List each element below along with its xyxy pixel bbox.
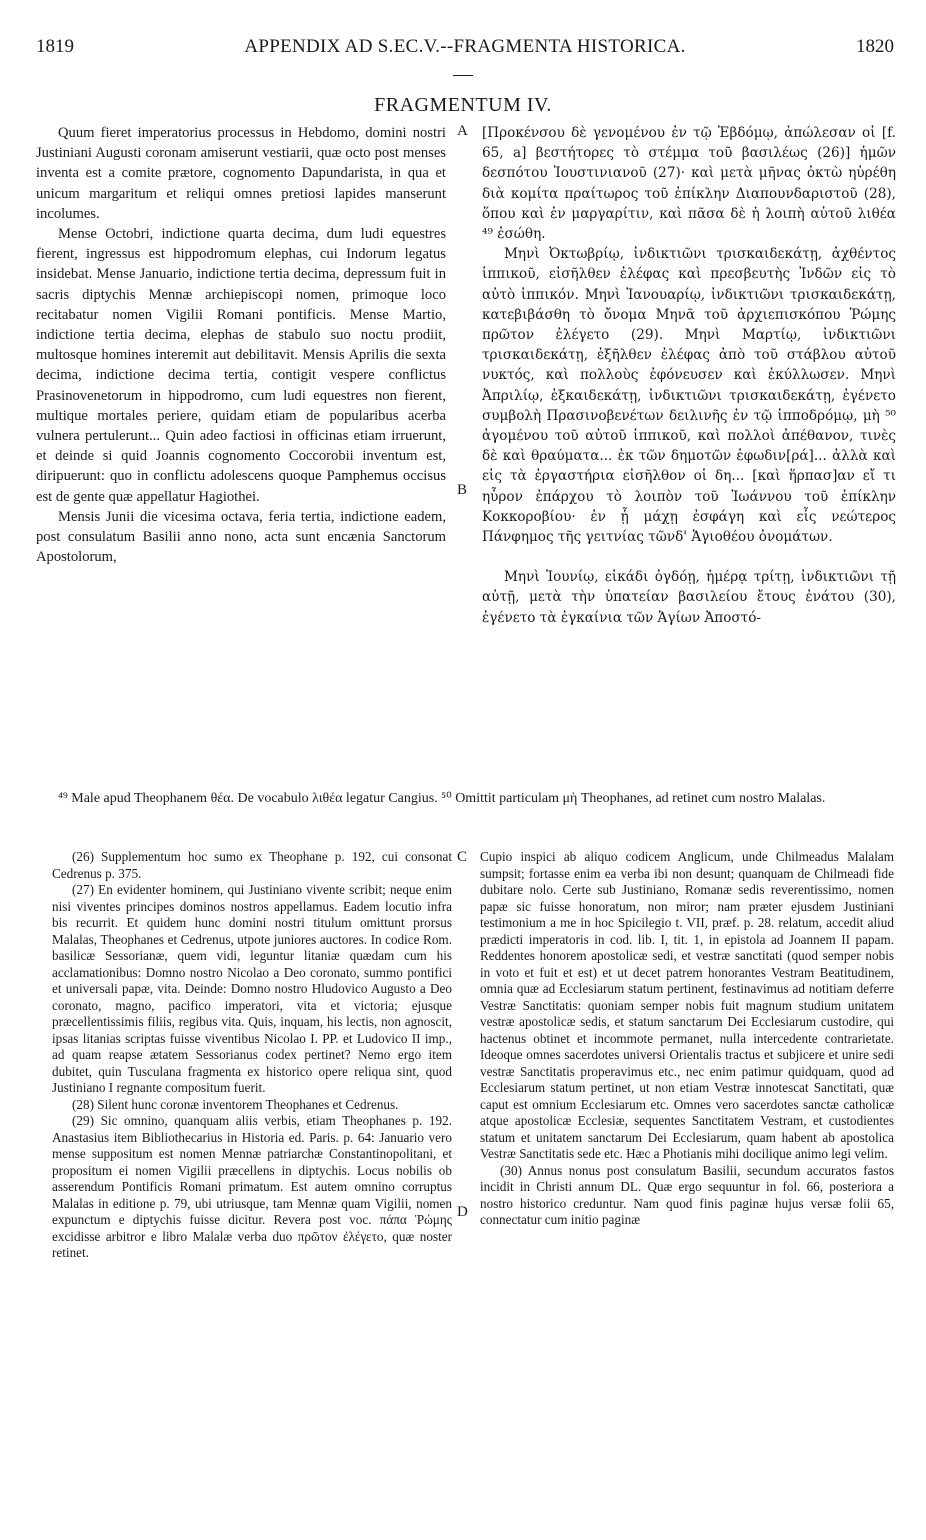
footnote: (27) En evidenter hominem, qui Justiniano vivente scribit; neque enim nisi viventes principes dominos nostros appellamus. Eadem locutio infra bis recurrit. Et quidem hunc domini nostri titulum omittunt prorsus Malalas, Theophanes et Cedrenus, utpote juniores auctores. In codice Rom. basilicæ Sessorianæ, quem vidi, leguntur litaniæ quædam cum his acclamationibus: Domno nostro Nicolao a Deo coronato, summo pontifici et universali papæ, vita. Deinde: Domno nostro Hludovico Augusto a Deo coronato, magno, pacifico imperatori, vita et victoria; ejusque præcellentissimis filiis, regibus vita. Quis, inquam, his lectis, non agnoscit, ipsas litanias scriptas fuisse viventibus Nicolao I. PP. et Ludovico II imp., ad quam reapse ætatem Sessorianus codex pertinet? Nemo ergo item dubitet, quin Tusculana fragmenta ex historico opere reliqua sint, quod Justiniano I regnante compositum fuerit.: [52, 882, 452, 1095]
latin-column: [36, 123, 446, 567]
footnotes-left: [52, 849, 452, 1262]
footnote: (29) Sic omnino, quanquam aliis verbis, etiam Theophanes p. 192. Anastasius item Bibliothecarius in Historia ed. Paris. p. 64: Januario vero mense suppositum est nomen Mennæ patriarchæ Constantinopolitani, et propositum ei nomen Vigilii præcellens in diptychis. Locus nobilis ob asserendum Pontificis Romani primatum. Est autem omnino corruptus Malalas in editione p. 79, ubi utriusque, tam Mennæ quam Vigilii, nomen expunctum e diptychis fuisse dicitur. Revera post voc. πάπα Ῥώμης excidisse arbitror e libro Malalæ verba duo πρῶτον ἐλέγετο, quæ noster retinet.: [52, 1113, 452, 1260]
latin-paragraph: Quum fieret imperatorius processus in Hebdomo, domini nostri Justiniani Augusti coronam amiserunt vestiarii, quæ octo post menses inventa est a comite prætore, cognomento Dapundarista, in qua et unicum margaritum et reliqui omnes pretiosi lapides manserunt incolumes.: [36, 125, 446, 222]
footnote: (28) Silent hunc coronæ inventorem Theophanes et Cedrenus.: [72, 1096, 399, 1112]
margin-marker-c: C: [457, 849, 468, 865]
greek-paragraph: [Προκένσου δὲ γενομένου ἐν τῷ Ἑβδόμῳ, ἀπώλεσαν οἱ [f. 65, a] βεστήτορες τὸ στέμμα τοῦ βασιλέως (26)] ἡμῶν δεσπότου Ἰουστινιανοῦ (27)· καὶ μετὰ μῆνας ὀκτὼ ηὑρέθη διὰ κομίτα πραίτωρος τοῦ ἐπίκλην Διαπουνδαριστοῦ (28), ὅπου καὶ ἐν μαργαρίτιν, καὶ πᾶσα δὲ ἡ λοιπὴ αὐτοῦ λιθέα ⁴⁹ ἐσώθη.: [482, 125, 896, 243]
apparatus-note: ⁴⁹ Male apud Theophanem θέα. De vocabulo λιθέα legatur Cangius. ⁵⁰ Omittit particulam μὴ Theophanes, ad retinet cum nostro Malalas.: [58, 791, 826, 806]
greek-paragraph: Μηνὶ Ἰουνίῳ, εἰκάδι ὀγδόῃ, ἡμέρᾳ τρίτῃ, ἰνδικτιῶνι τῇ αὐτῇ, μετὰ τὴν ὑπατείαν βασιλείου ἔτους ἐνάτου (30), ἐγένετο τὰ ἐγκαίνια τῶν Ἁγίων Ἀποστό-: [482, 569, 896, 626]
footnote: (26) Supplementum hoc sumo ex Theophane p. 192, cui consonat Cedrenus p. 375.: [52, 849, 452, 881]
footnote: Cupio inspici ab aliquo codicem Anglicum, unde Chilmeadus Malalam sumpsit; fortasse enim ea verba ibi non desunt; quanquam de Chilmeadi fide dubitare nolo. Certe sub Justiniano, Romanæ sedis reverentissimo, nomen papæ sic fuisse honoratum, non miror; nam præter ejusdem Justiniani testimonium a me in hoc Spicilegio t. VII, præf. p. 28. relatum, accedit aliud prædicti imperatoris in cod. lib. I, tit. 1, in epistola ad Joannem II papam. Reddentes honorem apostolicæ sedi, et vestræ sanctitati (quod semper nobis in voto et fuit et est) et ut decet patrem honorantes Vestram Beatitudinem, omnia quæ ad Ecclesiarum statum pertinent, festinavimus ad notitiam deferre Vestræ Sanctitatis: quoniam semper nobis fuit magnum studium unitatem vestræ apostolicæ sedis, et statum sanctarum Dei Ecclesiarum custodire, qui hactenus obtinet et incommote permanet, nulla intercedente contrarietate. Ideoque omnes sacerdotes universi Orientalis tractus et subjicere et unire sedi vestræ Sanctitatis properavimus etc., nec enim patimur quidquam, quod ad Ecclesiarum statum pertinet, ut non etiam Vestræ innotescat Sanctitati, quæ caput est omnium Ecclesiarum etc. Omnes vero sacerdotes sanctæ catholicæ atque apostolicæ Ecclesiæ, sequentes Sanctitatem Vestram, et custodientes statum et unitatem sanctarum Dei Ecclesiarum, quam habent ab apostolica Vestræ Sanctitatis sede etc. Hæc a Photianis mihi docilique animo legi velim.: [480, 849, 894, 1161]
latin-paragraph: Mense Octobri, indictione quarta decima, dum ludi equestres fierent, ingressus est hippodromum elephas, cui Indorum legatus insidebat. Mense Januario, indictione tertia decima, depressum fuit in sacris diptychis Mennæ archiepiscopi nomen, primoque loco recitabatur nomen Vigilii Romani pontificis. Mense Martio, indictione tertia decima, elephas de stabulo suo noctu prodiit, multosque homines interemit aut debilitavit. Mensis Aprilis die sexta decima, indictione decima tertia, contigit vespere conflictus Prasinovenetorum in hippodromo, cum ludi equestres non fierent, multique mortales periere, quidam etiam de popularibus acerba vulnera pertulerunt... Quin adeo factiosi in officinas etiam irruerunt, et deinde si quid Joannis cognomento Coccorobii inventum est, diripuerunt: quo in conflictu adolescens quoque Pamphemus occisus est de gente quæ appellatur Hagiothei.: [36, 226, 446, 505]
running-title: APPENDIX AD S.EC.V.--FRAGMENTA HISTORICA.: [244, 36, 686, 57]
margin-marker-b: B: [457, 482, 468, 498]
page-number-left: 1819: [36, 36, 74, 57]
page-number-right: 1820: [856, 36, 894, 57]
fragment-title: FRAGMENTUM IV.: [374, 94, 552, 116]
footnote: (30) Annus nonus post consulatum Basilii, secundum accuratos fastos incidit in Christi annum DL. Quæ ergo sequuntur in fol. 66, posteriora a nostro historico creduntur. Nam quod finis paginæ hujus versæ folii 65, connectatur cum initio paginæ: [480, 1162, 894, 1227]
margin-marker-a: A: [457, 123, 468, 139]
greek-column: [482, 123, 896, 628]
page-header: [36, 36, 894, 60]
footnotes-right: [480, 849, 894, 1229]
greek-paragraph: Μηνὶ Ὀκτωβρίῳ, ἰνδικτιῶνι τρισκαιδεκάτῃ, ἀχθέντος ἱππικοῦ, εἰσῆλθεν ἐλέφας καὶ πρεσβευτὴς Ἰνδῶν εἰς τὸ αὐτὸ ἱππικόν. Μηνὶ Ἰανουαρίῳ, ἰνδικτιῶνι τρισκαιδεκάτῃ, κατεβιβάσθη τὸ ὄνομα Μηνᾶ τοῦ ἀρχιεπισκόπου Ῥώμης πρῶτον ἐλέγετο (29). Μηνὶ Μαρτίῳ, ἰνδικτιῶνι τρισκαιδεκάτῃ, ἐξῆλθεν ἐλέφας ἀπὸ τοῦ στάβλου αὐτοῦ νυκτός, καὶ πολλοὺς ἐφόνευσεν καὶ ἐκύλλωσεν. Μηνὶ Ἀπριλίῳ, ἑξκαιδεκάτῃ, ἰνδικτιῶνι τρισκαιδεκάτῃ, ἐγένετο συμβολὴ Πρασινοβενέτων δειλινῆς ἐν τῷ ἱπποδρόμῳ, μὴ ⁵⁰ ἀγομένου τοῦ αὐτοῦ ἱππικοῦ, καὶ πολλοὶ ἀπέθανον, τινὲς δὲ καὶ θραύματα... ἐκ τῶν δημοτῶν ἐφωδιν[ρά]... ἀλλὰ καὶ εἰς τὰ ἐργαστήρια εἰσῆλθον οἱ δη... [καὶ ἥρπασ]αν εἴ τι ηὗρον ἐπάρχου τὸ λοιπὸν τοῦ Ἰωάννου τοῦ ἐπίκλην Κοκκοροβίου· ἐν ᾗ μάχῃ ἐσφάγη καὶ εἷς νεώτερος Πάνφημος τῆς γειτνίας τῶνδ' Ἁγιοθέου ὀνομάτων.: [482, 246, 896, 546]
header-rule: [453, 75, 473, 76]
margin-marker-d: D: [457, 1204, 468, 1220]
latin-paragraph: Mensis Junii die vicesima octava, feria tertia, indictione eadem, post consulatum Basilii anno nono, acta sunt encænia Sanctorum Apostolorum,: [36, 508, 446, 566]
